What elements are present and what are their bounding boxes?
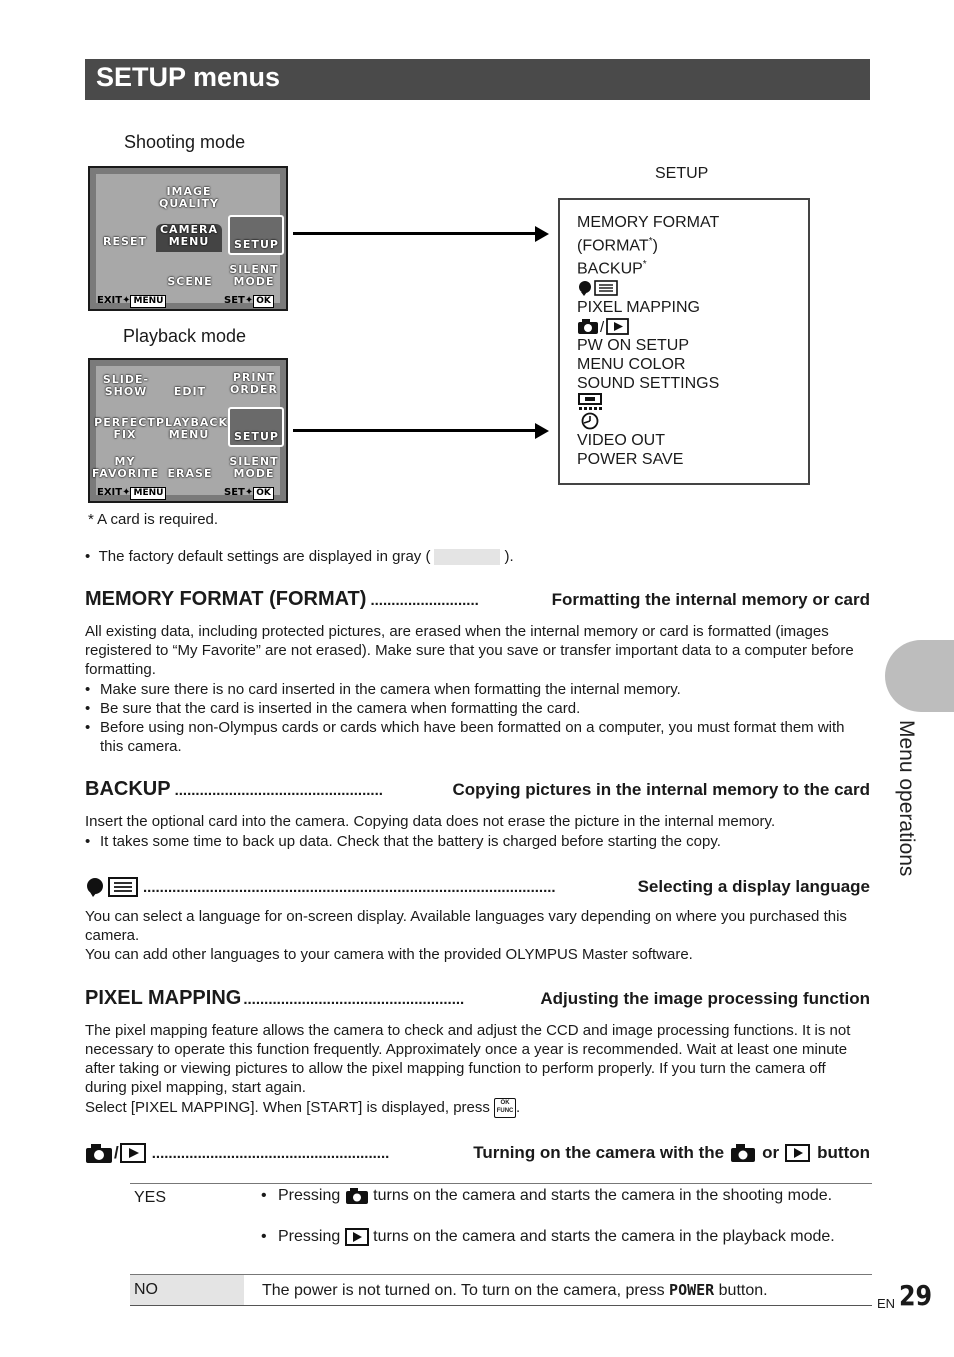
section-subheading-pre: Turning on the camera with the (473, 1143, 725, 1162)
bullet-icon: • (85, 700, 91, 717)
format-text: (FORMAT (577, 237, 649, 255)
language-paragraph-1: You can select a language for on-screen display. Available languages vary depending on where you purchased this camera. (85, 908, 847, 944)
menu-setup (228, 215, 284, 255)
no-text-end: button. (718, 1282, 768, 1299)
menu-camera-menu (156, 224, 222, 252)
menu-perfect-fix: PERFECT FIX (94, 416, 156, 441)
setup-item-pixel-mapping: PIXEL MAPPING (577, 298, 700, 316)
setup-item-sound-settings: SOUND SETTINGS (577, 374, 720, 392)
playback-button-icon (120, 1142, 146, 1164)
menu-erase: ERASE (167, 467, 213, 480)
section-subheading: Copying pictures in the internal memory to the card (452, 780, 870, 799)
menu-silent-mode: SILENT MODE (229, 263, 279, 288)
set-label-playback: SET (224, 487, 245, 498)
exit-label-playback: EXIT (97, 487, 123, 498)
language-icon (85, 876, 139, 898)
monitor-brightness-icon (577, 393, 719, 412)
side-tab (885, 640, 954, 712)
playback-button-icon (345, 1228, 369, 1246)
setup-item-video-out: VIDEO OUT (577, 431, 666, 449)
bullet-text: Make sure there is no card inserted in the camera when formatting the internal memory. (100, 681, 681, 698)
memory-format-paragraph: All existing data, including protected pictures, are erased when the internal memory or card is formatted (images registered to “My Favorite” are not erased). Make sure that you save or transfer important data to a computer before formatting. (85, 623, 854, 678)
playback-mode-label: Playback mode (123, 326, 247, 346)
section-language-header (85, 874, 870, 900)
camera-button-icon (85, 1142, 113, 1164)
default-cell (130, 1275, 244, 1305)
leader-dots: .......................... (370, 592, 479, 609)
bullet-icon: • (261, 1187, 267, 1204)
menu-slide-show: SLIDE-SHOW (102, 373, 150, 398)
menu-print-order: PRINT ORDER (230, 371, 278, 396)
leader-dots: ..................................................... (243, 991, 465, 1008)
section-pixel-mapping-header (85, 987, 870, 1013)
memory-format-bullets (85, 680, 870, 756)
select-text: Select [PIXEL MAPPING]. When [START] is displayed, press (85, 1099, 490, 1116)
shooting-mode-screen (88, 166, 288, 311)
side-tab-label (883, 720, 933, 900)
bullet-text: Before using non-Olympus cards or cards which have been formatted on a computer, you must format them with this camera. (100, 719, 845, 755)
power-button-label: POWER (669, 1281, 715, 1299)
pixel-mapping-select (85, 1098, 870, 1118)
bullet-item (85, 680, 870, 699)
setup-item-memory-format: MEMORY FORMAT (577, 214, 720, 231)
footnote: * A card is required. (88, 511, 219, 528)
arrow-head-icon (535, 423, 549, 439)
gray-swatch (434, 549, 500, 565)
setup-item-menu-color: MENU COLOR (577, 355, 686, 373)
arrow-shooting (293, 232, 537, 235)
page-lang: EN (877, 1296, 896, 1311)
yes-shooting-text: turns on the camera and starts the camera in the shooting mode. (373, 1187, 833, 1204)
playback-mode-screen (88, 358, 288, 503)
language-paragraph-2: You can add other languages to your camera with the provided OLYMPUS Master software. (85, 946, 693, 963)
section-subheading-or: or (762, 1143, 780, 1162)
default-note-post: ). (504, 548, 514, 565)
shooting-mode-label: Shooting mode (124, 132, 246, 152)
setup-label: SETUP (234, 238, 279, 251)
setup-item-power-save: POWER SAVE (577, 450, 684, 468)
camera-button-icon (730, 1143, 756, 1163)
setup-heading: SETUP (655, 165, 709, 182)
section-subheading: Selecting a display language (637, 877, 870, 896)
ok-key-playback: OK (253, 487, 274, 500)
svg-text:/: / (600, 318, 605, 335)
leader-dots: .................................................. (174, 782, 383, 799)
section-power-button-header (85, 1140, 870, 1166)
yes-pressing: Pressing (278, 1187, 341, 1204)
section-memory-format-header (85, 588, 870, 614)
ok-func-bottom: FUNC (496, 1108, 514, 1115)
bullet-icon: • (261, 1228, 267, 1245)
ok-func-button-icon (494, 1098, 516, 1118)
menu-silent-mode-playback: SILENT MODE (229, 455, 279, 480)
bullet-text: It takes some time to back up data. Check that the battery is charged before starting the copy. (100, 833, 721, 850)
bullet-item (85, 718, 870, 756)
menu-image-quality: IMAGE QUALITY (158, 185, 220, 210)
menu-key-playback: MENU (130, 487, 166, 500)
table-bottom-border (130, 1305, 872, 1306)
section-backup-header (85, 778, 870, 804)
setup-menu-box (558, 198, 810, 485)
asterisk-mark: * (648, 236, 653, 247)
yes-pressing: Pressing (278, 1228, 341, 1245)
section-subheading: Adjusting the image processing function (540, 989, 870, 1008)
menu-reset: RESET (103, 235, 147, 248)
exit-label: EXIT (97, 295, 123, 306)
backup-paragraph: Insert the optional card into the camera. Copying data does not erase the picture in the internal memory. (85, 813, 776, 830)
language-icon (577, 279, 719, 298)
page-number: 29 (899, 1279, 933, 1312)
page-title: SETUP menus (96, 62, 281, 92)
no-text: The power is not turned on. To turn on the camera, press (262, 1282, 665, 1299)
pixel-mapping-paragraph: The pixel mapping feature allows the camera to check and adjust the CCD and image processing functions. It is not necessary to operate this function frequently. Approximately once a year is recommended. Wait at least one minute after taking or viewing pictures to allow the pixel mapping function to perform properly. If you turn the camera off during pixel mapping, start again. (85, 1022, 851, 1096)
setup-label-playback: SETUP (234, 430, 279, 443)
menu-edit: EDIT (173, 385, 207, 398)
camera-menu-label: CAMERA MENU (159, 223, 219, 248)
leader-dots: ................................................................................................... (143, 878, 556, 896)
section-heading: BACKUP (85, 778, 171, 800)
playback-button-icon (785, 1143, 811, 1163)
arrow-head-icon (535, 226, 549, 242)
set-hint: SET✦ OK (224, 295, 274, 308)
asterisk-mark: * (642, 259, 647, 271)
no-desc (262, 1281, 768, 1300)
bullet-icon: • (85, 719, 91, 736)
default-note-pre: The factory default settings are displayed in gray ( (98, 548, 431, 565)
set-label: SET (224, 295, 245, 306)
bullet-icon: • (85, 548, 91, 565)
backup-bullets (85, 832, 870, 851)
menu-setup-playback (228, 407, 284, 447)
yes-playback-text: turns on the camera and starts the camera in the playback mode. (373, 1228, 835, 1245)
bullet-text: Be sure that the card is inserted in the camera when formatting the card. (100, 700, 581, 717)
default-note (85, 547, 514, 566)
exit-hint-playback: EXIT✦ MENU (97, 487, 166, 500)
table-row-yes (130, 1184, 872, 1272)
title-bar (85, 59, 870, 100)
camera-playback-icon (577, 317, 719, 336)
section-subheading: Formatting the internal memory or card (551, 590, 870, 609)
arrow-playback (293, 429, 537, 432)
bullet-item (85, 699, 870, 718)
menu-key: MENU (130, 295, 166, 308)
section-heading: PIXEL MAPPING (85, 987, 242, 1009)
ok-func-top: OK (500, 1100, 510, 1107)
section-subheading-post: button (817, 1143, 870, 1162)
menu-playback-menu: PLAYBACK MENU (156, 416, 228, 441)
setup-item-pw-on-setup: PW ON SETUP (577, 336, 690, 354)
bullet-item (85, 832, 870, 851)
option-no: NO (134, 1281, 158, 1298)
format-close: ) (652, 237, 658, 255)
leader-dots: ......................................................... (151, 1144, 390, 1162)
exit-hint: EXIT✦ MENU (97, 295, 166, 308)
setup-item-backup (577, 255, 719, 278)
bullet-icon: • (85, 833, 91, 850)
yes-desc-1 (261, 1186, 878, 1206)
yes-desc-2 (261, 1227, 878, 1247)
section-heading: MEMORY FORMAT (FORMAT) (85, 588, 367, 610)
setup-item-format (577, 232, 719, 255)
backup-text: BACKUP (577, 260, 643, 278)
option-yes: YES (134, 1189, 167, 1206)
camera-button-icon (345, 1187, 369, 1205)
menu-my-favorite: MY FAVORITE (92, 455, 160, 480)
bullet-icon: • (85, 681, 91, 698)
ok-key: OK (253, 295, 274, 308)
select-end: . (516, 1099, 521, 1116)
set-hint-playback: SET✦ OK (224, 487, 274, 500)
clock-icon (577, 412, 719, 431)
menu-scene: SCENE (167, 275, 213, 288)
side-tab-text: Menu operations (895, 720, 918, 877)
slash: / (114, 1143, 119, 1162)
